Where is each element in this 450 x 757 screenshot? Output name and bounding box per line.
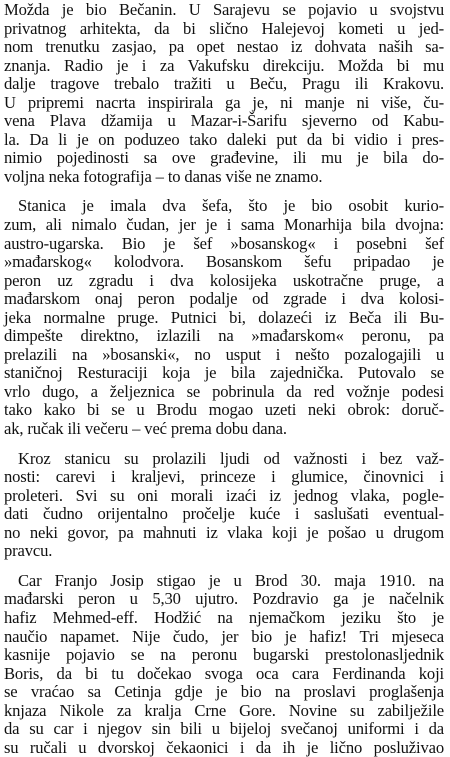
text-line: mađarskom onaj peron podalje od zgrade i dva kolosi- <box>4 289 444 309</box>
text-line: Boris, da bi tu dočekao svoga oca cara Ferdinanda koji <box>4 663 444 683</box>
text-line: »mađarskog« kolodvora. Bosanskom šefu pripadao je <box>4 252 444 272</box>
text-line: peron uz zgradu i dva kolosijeka uskotračne pruge, a <box>4 270 444 290</box>
paragraph-gap <box>4 439 444 450</box>
text-line: mađarski peron u 5,30 ujutro. Pozdravio ga je načelnik <box>4 589 444 609</box>
paragraph-4 <box>4 572 444 757</box>
text-line: tako kako bi se u Brodu mogao uzeti neki obrok: doruč- <box>4 400 444 420</box>
text-line: da su car i njegov sin bili u bijeloj svečanoj uniformi i da <box>4 719 444 739</box>
text-line: ak, ručak ili večeru – već prema dobu dana. <box>4 419 287 439</box>
text-line: dati čudno orijentalno pročelje kuće i saslušati eventual- <box>4 504 444 524</box>
text-line: su ručali u dvorskoj čekaonici i da ih je lično posluživao <box>4 737 444 757</box>
text-line: naučio napamet. Nije čudo, jer bio je hafiz! Tri mjeseca <box>4 626 444 646</box>
text-line: no neki govor, pa mahnuti iz vlaka koji je pošao u drugom <box>4 522 444 542</box>
text-line: staničnoj Resturaciji koja je bila zajednička. Putovalo se <box>4 363 444 383</box>
text-line: Car Franjo Josip stigao je u Brod 30. maja 1910. na <box>18 570 444 590</box>
text-line: Možda je bio Bečanin. U Sarajevu se pojavio u svojstvu <box>4 0 444 19</box>
text-line: Stanica je imala dva šefa, što je bio osobit kurio- <box>18 196 444 216</box>
text-line: vrlo dugo, a željeznica se pobrinula da red vožnje podesi <box>4 381 444 401</box>
paragraph-1 <box>4 1 444 186</box>
paragraph-3 <box>4 450 444 561</box>
text-line: zum, ali nimalo čudan, jer je i sama Monarhija bila dvojna: <box>4 215 444 235</box>
text-line: voljna neka fotografija – to danas više ne znamo. <box>4 166 323 186</box>
text-line: se vraćao sa Cetinja gdje je bio na proslavi proglašenja <box>4 682 444 702</box>
text-line: Kroz stanicu su prolazili ljudi od važnosti i bez važ- <box>18 448 444 468</box>
text-line: vena Plava džamija u Mazar-i-Šarifu sjeverno od Kabu- <box>4 111 444 131</box>
text-line: nosti: carevi i kraljevi, princeze i glumice, činovnici i <box>4 467 444 487</box>
text-line: la. Da li je on poduzeo tako daleki put da bi vidio i pres- <box>4 129 444 149</box>
text-line: austro-ugarska. Bio je šef »bosanskog« i posebni šef <box>4 233 444 253</box>
text-line: nom trenutku zasjao, pa opet nestao iz dohvata naših sa- <box>4 37 444 57</box>
text-line: hafiz Mehmed-eff. Hodžić na njemačkom jeziku što je <box>4 607 444 627</box>
text-line: pravcu. <box>4 541 53 561</box>
text-line: proleteri. Svi su oni morali izaći iz jednog vlaka, pogle- <box>4 485 444 505</box>
text-line: nimio pojedinosti sa ove građevine, ili mu je bila do- <box>4 148 444 168</box>
text-line: kasnije pojavio se na peronu bugarski prestolonasljednik <box>4 645 444 665</box>
text-line: dimpešte direktno, izlazili na »mađarskom« peronu, pa <box>4 326 444 346</box>
text-line: knjaza Nikole za kralja Crne Gore. Novine su zabilježile <box>4 700 444 720</box>
text-line: jeka normalne pruge. Putnici bi, dolazeći iz Beča ili Bu- <box>4 307 444 327</box>
text-line: U pripremi nacrta inspirirala ga je, ni manje ni više, ču- <box>4 92 444 112</box>
text-line: privatnog arhitekta, da bi slično Halejevoj kometi u jed- <box>4 18 444 38</box>
paragraph-2 <box>4 197 444 438</box>
text-line: dalje tragove trebalo tražiti u Beču, Pragu ili Krakovu. <box>4 74 444 94</box>
text-line: znanja. Radio je i za Vakufsku direkciju. Možda bi mu <box>4 55 444 75</box>
text-line: prelazili na »bosanski«, no usput i nešto pozalogajili u <box>4 344 444 364</box>
